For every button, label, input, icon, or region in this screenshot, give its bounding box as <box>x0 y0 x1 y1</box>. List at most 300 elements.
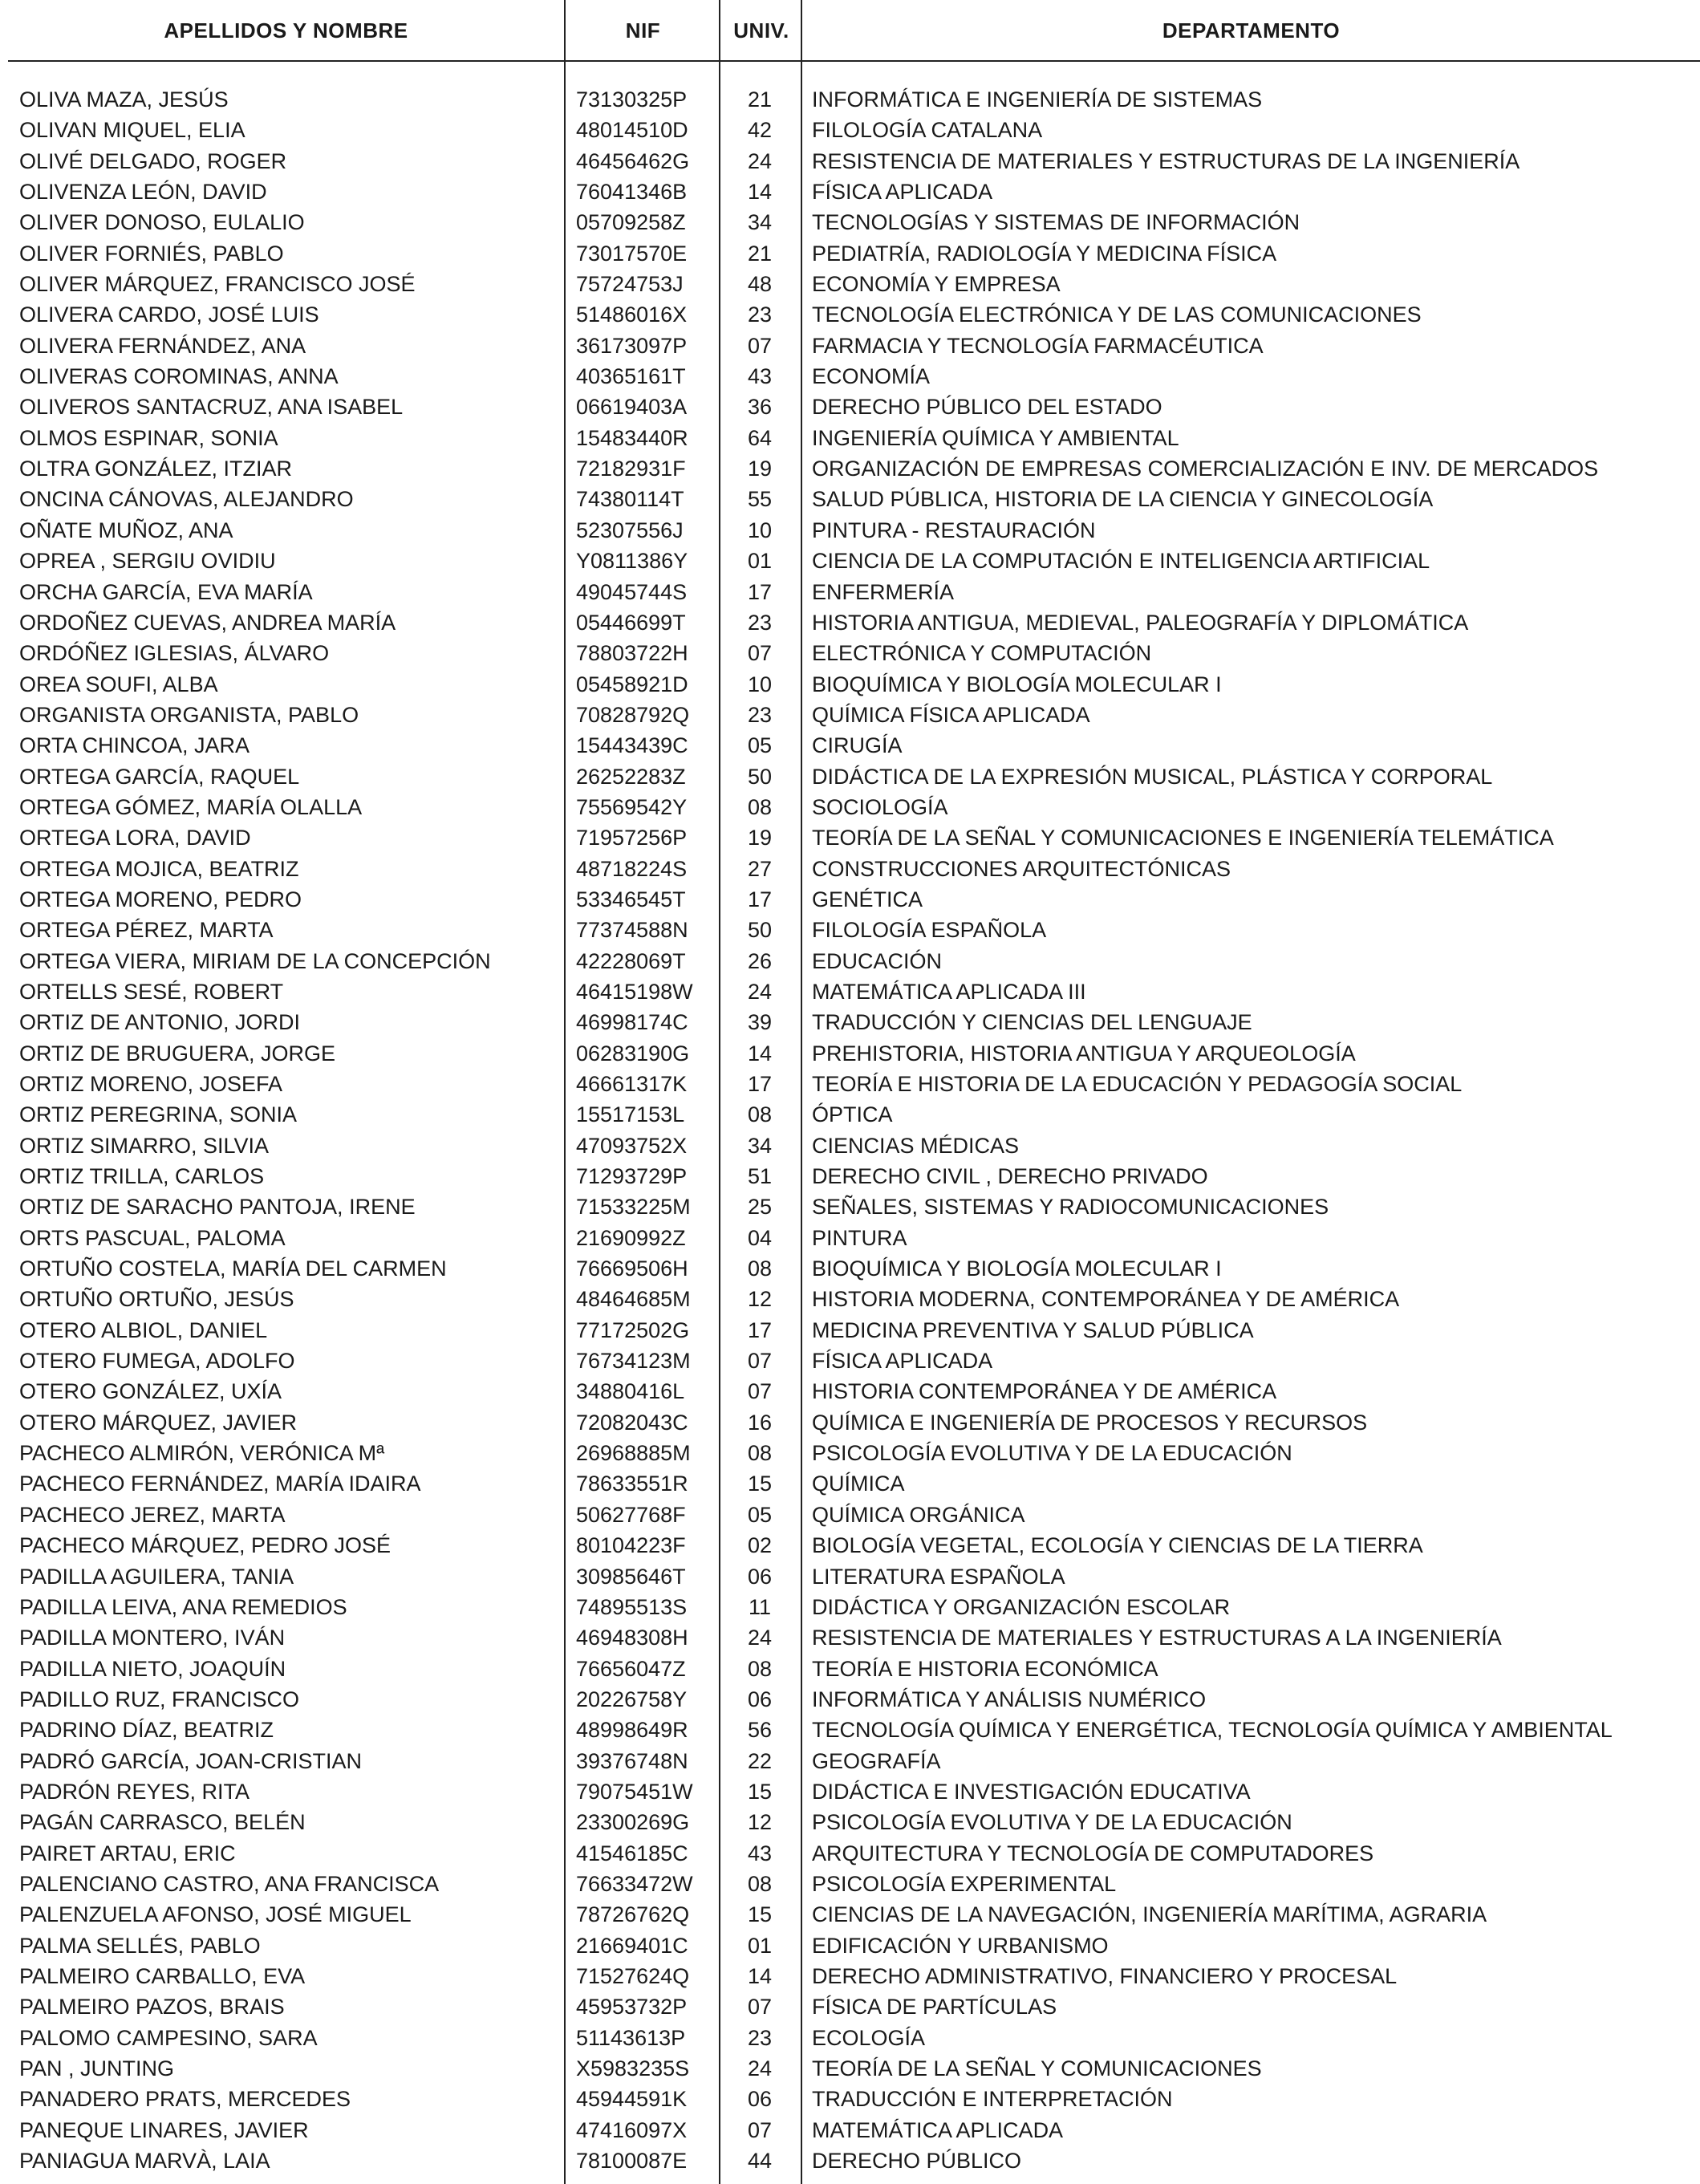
cell-dept: MEDICINA PREVENTIVA Y SALUD PÚBLICA <box>812 1317 1254 1342</box>
cell-univ: 10 <box>747 672 773 696</box>
cell-nif: 47416097X <box>576 2117 688 2142</box>
cell-dept: TEORÍA DE LA SEÑAL Y COMUNICACIONES <box>812 2056 1262 2080</box>
cell-dept: PINTURA <box>812 1225 907 1250</box>
cell-name: PADILLA MONTERO, IVÁN <box>19 1626 286 1650</box>
cell-nif: 74895513S <box>576 1594 688 1619</box>
cell-univ: 39 <box>747 1010 773 1035</box>
cell-dept: PREHISTORIA, HISTORIA ANTIGUA Y ARQUEOLOGÍA <box>812 1041 1356 1066</box>
cell-nif: 77172502G <box>576 1317 690 1342</box>
cell-name: PALMA SELLÉS, PABLO <box>19 1933 261 1958</box>
cell-univ: 10 <box>747 518 773 542</box>
cell-name: OTERO MÁRQUEZ, JAVIER <box>19 1410 298 1435</box>
table-row <box>0 730 1700 761</box>
table-row <box>0 1715 1700 1745</box>
cell-nif: 05446699T <box>576 610 686 635</box>
cell-name: PALMEIRO PAZOS, BRAIS <box>19 1995 285 2020</box>
cell-univ: 17 <box>747 1072 773 1096</box>
cell-dept: DERECHO PÚBLICO <box>812 2149 1022 2174</box>
cell-dept: DIDÁCTICA E INVESTIGACIÓN EDUCATIVA <box>812 1779 1251 1804</box>
cell-dept: TECNOLOGÍAS Y SISTEMAS DE INFORMACIÓN <box>812 210 1300 235</box>
cell-univ: 23 <box>747 610 773 635</box>
cell-univ: 14 <box>747 180 773 205</box>
cell-dept: INFORMÁTICA Y ANÁLISIS NUMÉRICO <box>812 1687 1207 1711</box>
cell-name: ORTELLS SESÉ, ROBERT <box>19 979 284 1004</box>
table-row <box>0 1622 1700 1653</box>
cell-nif: 45953732P <box>576 1995 688 2020</box>
cell-nif: 46998174C <box>576 1010 688 1035</box>
cell-name: PADRINO DÍAZ, BEATRIZ <box>19 1718 274 1743</box>
cell-dept: DERECHO ADMINISTRATIVO, FINANCIERO Y PROCESAL <box>812 1963 1398 1988</box>
cell-dept: FÍSICA APLICADA <box>812 180 993 205</box>
cell-name: ORTEGA MORENO, PEDRO <box>19 887 302 911</box>
table-row <box>0 546 1700 576</box>
cell-name: ORTEGA LORA, DAVID <box>19 826 251 850</box>
cell-name: PACHECO FERNÁNDEZ, MARÍA IDAIRA <box>19 1472 421 1496</box>
header-dept: DEPARTAMENTO <box>1162 18 1341 43</box>
cell-dept: FÍSICA APLICADA <box>812 1349 993 1374</box>
cell-dept: TEORÍA DE LA SEÑAL Y COMUNICACIONES E INGENIERÍA TELEMÁTICA <box>812 826 1554 850</box>
cell-univ: 26 <box>747 948 773 973</box>
cell-univ: 07 <box>747 1379 773 1404</box>
cell-name: PANIAGUA MARVÀ, LAIA <box>19 2149 270 2174</box>
cell-name: ORGANISTA ORGANISTA, PABLO <box>19 702 359 727</box>
cell-univ: 50 <box>747 764 773 789</box>
cell-name: OLIVERA CARDO, JOSÉ LUIS <box>19 302 319 327</box>
table-row <box>0 207 1700 237</box>
cell-nif: 39376748N <box>576 1748 688 1773</box>
cell-name: ORTIZ SIMARRO, SILVIA <box>19 1133 270 1158</box>
cell-name: PACHECO ALMIRÓN, VERÓNICA Mª <box>19 1441 385 1466</box>
cell-univ: 16 <box>747 1410 773 1435</box>
cell-nif: 34880416L <box>576 1379 685 1404</box>
cell-nif: 53346545T <box>576 887 686 911</box>
cell-name: OÑATE MUÑOZ, ANA <box>19 518 233 542</box>
table-row <box>0 976 1700 1007</box>
cell-univ: 14 <box>747 1041 773 1066</box>
table-row <box>0 577 1700 607</box>
cell-dept: TRADUCCIÓN Y CIENCIAS DEL LENGUAJE <box>812 1010 1252 1035</box>
table-row <box>0 1161 1700 1191</box>
cell-nif: 15483440R <box>576 425 688 450</box>
cell-name: ORTEGA PÉREZ, MARTA <box>19 918 274 943</box>
cell-dept: FARMACIA Y TECNOLOGÍA FARMACÉUTICA <box>812 333 1264 358</box>
cell-nif: 75569542Y <box>576 794 688 819</box>
cell-univ: 34 <box>747 1133 773 1158</box>
table-row <box>0 515 1700 546</box>
table-row <box>0 1500 1700 1530</box>
cell-name: OLIVERAS COROMINAS, ANNA <box>19 364 339 389</box>
cell-dept: DERECHO CIVIL , DERECHO PRIVADO <box>812 1164 1208 1189</box>
table-row <box>0 2115 1700 2145</box>
cell-dept: SEÑALES, SISTEMAS Y RADIOCOMUNICACIONES <box>812 1195 1329 1220</box>
cell-dept: QUÍMICA <box>812 1472 905 1496</box>
cell-dept: GEOGRAFÍA <box>812 1748 941 1773</box>
table-row <box>0 607 1700 638</box>
cell-nif: 73017570E <box>576 241 688 266</box>
cell-name: PAIRET ARTAU, ERIC <box>19 1841 236 1865</box>
cell-univ: 24 <box>747 2056 773 2080</box>
cell-dept: LITERATURA ESPAÑOLA <box>812 1564 1065 1589</box>
cell-dept: ARQUITECTURA Y TECNOLOGÍA DE COMPUTADORES <box>812 1841 1374 1865</box>
cell-name: OLTRA GONZÁLEZ, ITZIAR <box>19 457 293 481</box>
cell-nif: 71293729P <box>576 1164 688 1189</box>
cell-nif: 45944591K <box>576 2087 688 2112</box>
cell-name: PALMEIRO CARBALLO, EVA <box>19 1963 306 1988</box>
cell-name: PANADERO PRATS, MERCEDES <box>19 2087 351 2112</box>
cell-name: PANEQUE LINARES, JAVIER <box>19 2117 309 2142</box>
cell-dept: ÓPTICA <box>812 1102 893 1127</box>
cell-univ: 21 <box>747 241 773 266</box>
cell-name: OPREA , SERGIU OVIDIU <box>19 549 276 574</box>
cell-name: OLIVER MÁRQUEZ, FRANCISCO JOSÉ <box>19 272 416 297</box>
table-row <box>0 1038 1700 1069</box>
cell-nif: 52307556J <box>576 518 684 542</box>
cell-univ: 08 <box>747 1871 773 1896</box>
cell-univ: 23 <box>747 302 773 327</box>
cell-dept: CONSTRUCCIONES ARQUITECTÓNICAS <box>812 856 1231 881</box>
cell-nif: 79075451W <box>576 1779 693 1804</box>
cell-univ: 07 <box>747 2117 773 2142</box>
cell-dept: FILOLOGÍA CATALANA <box>812 118 1043 143</box>
cell-name: PALENZUELA AFONSO, JOSÉ MIGUEL <box>19 1902 412 1927</box>
cell-name: PADRÓ GARCÍA, JOAN-CRISTIAN <box>19 1748 363 1773</box>
cell-univ: 05 <box>747 1502 773 1527</box>
cell-name: PADILLA NIETO, JOAQUÍN <box>19 1656 286 1681</box>
cell-dept: CIENCIAS DE LA NAVEGACIÓN, INGENIERÍA MARÍTIMA, AGRARIA <box>812 1902 1487 1927</box>
cell-univ: 08 <box>747 1656 773 1681</box>
cell-nif: 48718224S <box>576 856 688 881</box>
cell-name: ORTEGA GARCÍA, RAQUEL <box>19 764 300 789</box>
cell-nif: 21669401C <box>576 1933 688 1958</box>
table-row <box>0 1746 1700 1776</box>
cell-name: OTERO FUMEGA, ADOLFO <box>19 1349 295 1374</box>
table-row <box>0 1930 1700 1961</box>
cell-univ: 06 <box>747 1564 773 1589</box>
table-row <box>0 638 1700 668</box>
cell-nif: 26252283Z <box>576 764 686 789</box>
table-row <box>0 484 1700 514</box>
cell-univ: 15 <box>747 1779 773 1804</box>
table-row <box>0 1684 1700 1715</box>
cell-dept: MATEMÁTICA APLICADA III <box>812 979 1086 1004</box>
table-row <box>0 1069 1700 1099</box>
table-row <box>0 177 1700 207</box>
cell-dept: HISTORIA CONTEMPORÁNEA Y DE AMÉRICA <box>812 1379 1277 1404</box>
cell-dept: RESISTENCIA DE MATERIALES Y ESTRUCTURAS DE LA INGENIERÍA <box>812 148 1520 173</box>
table-row <box>0 2023 1700 2053</box>
cell-univ: 21 <box>747 87 773 112</box>
cell-dept: TRADUCCIÓN E INTERPRETACIÓN <box>812 2087 1173 2112</box>
cell-univ: 23 <box>747 2025 773 2050</box>
table-row <box>0 1530 1700 1561</box>
table-row <box>0 146 1700 177</box>
cell-name: PALOMO CAMPESINO, SARA <box>19 2025 318 2050</box>
table-row <box>0 299 1700 330</box>
cell-dept: INFORMÁTICA E INGENIERÍA DE SISTEMAS <box>812 87 1263 112</box>
cell-nif: 76669506H <box>576 1256 688 1281</box>
cell-name: OTERO GONZÁLEZ, UXÍA <box>19 1379 282 1404</box>
cell-nif: 48014510D <box>576 118 688 143</box>
cell-name: PAGÁN CARRASCO, BELÉN <box>19 1810 306 1835</box>
table-row <box>0 1899 1700 1930</box>
cell-dept: DERECHO PÚBLICO DEL ESTADO <box>812 395 1162 420</box>
cell-nif: 26968885M <box>576 1441 691 1466</box>
table-row <box>0 700 1700 730</box>
cell-name: ORDÓÑEZ IGLESIAS, ÁLVARO <box>19 641 330 666</box>
cell-univ: 23 <box>747 702 773 727</box>
cell-dept: TECNOLOGÍA ELECTRÓNICA Y DE LAS COMUNICACIONES <box>812 302 1422 327</box>
cell-univ: 17 <box>747 887 773 911</box>
cell-nif: 41546185C <box>576 1841 688 1865</box>
cell-name: ONCINA CÁNOVAS, ALEJANDRO <box>19 487 354 512</box>
cell-nif: Y0811386Y <box>576 549 688 574</box>
cell-univ: 24 <box>747 1626 773 1650</box>
cell-univ: 24 <box>747 148 773 173</box>
cell-univ: 51 <box>747 1164 773 1189</box>
cell-name: ORTUÑO COSTELA, MARÍA DEL CARMEN <box>19 1256 447 1281</box>
cell-univ: 34 <box>747 210 773 235</box>
cell-univ: 50 <box>747 918 773 943</box>
cell-name: ORTIZ PEREGRINA, SONIA <box>19 1102 298 1127</box>
cell-dept: FILOLOGÍA ESPAÑOLA <box>812 918 1047 943</box>
cell-nif: 78726762Q <box>576 1902 690 1927</box>
cell-dept: TEORÍA E HISTORIA DE LA EDUCACIÓN Y PEDAGOGÍA SOCIAL <box>812 1072 1463 1096</box>
table-row <box>0 1131 1700 1161</box>
table-row <box>0 238 1700 269</box>
table-row <box>0 1284 1700 1314</box>
cell-univ: 06 <box>747 1687 773 1711</box>
cell-univ: 15 <box>747 1902 773 1927</box>
table-row <box>0 854 1700 884</box>
cell-dept: ENFERMERÍA <box>812 579 955 604</box>
cell-univ: 01 <box>747 1933 773 1958</box>
cell-nif: 48464685M <box>576 1287 691 1312</box>
cell-dept: EDIFICACIÓN Y URBANISMO <box>812 1933 1109 1958</box>
cell-dept: GENÉTICA <box>812 887 923 911</box>
table-row <box>0 1315 1700 1346</box>
table-row <box>0 2145 1700 2176</box>
cell-univ: 05 <box>747 733 773 758</box>
cell-dept: RESISTENCIA DE MATERIALES Y ESTRUCTURAS A LA INGENIERÍA <box>812 1626 1502 1650</box>
table-row <box>0 1191 1700 1222</box>
cell-dept: ECOLOGÍA <box>812 2025 926 2050</box>
cell-univ: 24 <box>747 979 773 1004</box>
cell-nif: 76656047Z <box>576 1656 686 1681</box>
table-row <box>0 792 1700 822</box>
cell-nif: 51486016X <box>576 302 688 327</box>
table-header <box>8 0 1700 62</box>
cell-name: OLMOS ESPINAR, SONIA <box>19 425 278 450</box>
cell-nif: 50627768F <box>576 1502 686 1527</box>
cell-univ: 43 <box>747 364 773 389</box>
cell-dept: BIOQUÍMICA Y BIOLOGÍA MOLECULAR I <box>812 1256 1222 1281</box>
cell-univ: 08 <box>747 1102 773 1127</box>
cell-name: PAN , JUNTING <box>19 2056 175 2080</box>
cell-univ: 17 <box>747 579 773 604</box>
cell-univ: 11 <box>748 1594 772 1619</box>
cell-univ: 07 <box>747 1349 773 1374</box>
cell-name: ORTEGA GÓMEZ, MARÍA OLALLA <box>19 794 363 819</box>
cell-dept: ORGANIZACIÓN DE EMPRESAS COMERCIALIZACIÓN E INV. DE MERCADOS <box>812 457 1599 481</box>
cell-dept: MATEMÁTICA APLICADA <box>812 2117 1064 2142</box>
cell-univ: 44 <box>747 2149 773 2174</box>
cell-dept: ECONOMÍA <box>812 364 931 389</box>
cell-name: OLIVERA FERNÁNDEZ, ANA <box>19 333 306 358</box>
cell-univ: 04 <box>747 1225 773 1250</box>
table-row <box>0 392 1700 422</box>
cell-univ: 08 <box>747 1441 773 1466</box>
header-univ: UNIV. <box>733 18 789 43</box>
cell-nif: 78100087E <box>576 2149 688 2174</box>
cell-dept: PEDIATRÍA, RADIOLOGÍA Y MEDICINA FÍSICA <box>812 241 1277 266</box>
cell-nif: 15443439C <box>576 733 688 758</box>
cell-nif: 74380114T <box>576 487 684 512</box>
cell-univ: 07 <box>747 1995 773 2020</box>
cell-dept: DIDÁCTICA Y ORGANIZACIÓN ESCOLAR <box>812 1594 1231 1619</box>
cell-nif: 47093752X <box>576 1133 688 1158</box>
cell-univ: 08 <box>747 794 773 819</box>
cell-name: OLIVER DONOSO, EULALIO <box>19 210 305 235</box>
cell-dept: QUÍMICA FÍSICA APLICADA <box>812 702 1090 727</box>
cell-nif: 05458921D <box>576 672 688 696</box>
cell-nif: 21690992Z <box>576 1225 686 1250</box>
cell-name: ORTEGA VIERA, MIRIAM DE LA CONCEPCIÓN <box>19 948 491 973</box>
cell-univ: 56 <box>747 1718 773 1743</box>
table-row <box>0 453 1700 484</box>
cell-nif: 78633551R <box>576 1472 688 1496</box>
cell-univ: 36 <box>747 395 773 420</box>
cell-nif: 42228069T <box>576 948 686 973</box>
cell-nif: 77374588N <box>576 918 688 943</box>
cell-nif: 75724753J <box>576 272 684 297</box>
cell-nif: 20226758Y <box>576 1687 688 1711</box>
cell-dept: PINTURA - RESTAURACIÓN <box>812 518 1096 542</box>
cell-name: ORTIZ DE BRUGUERA, JORGE <box>19 1041 336 1066</box>
cell-dept: CIENCIA DE LA COMPUTACIÓN E INTELIGENCIA ARTIFICIAL <box>812 549 1430 574</box>
cell-dept: HISTORIA ANTIGUA, MEDIEVAL, PALEOGRAFÍA Y DIPLOMÁTICA <box>812 610 1469 635</box>
cell-univ: 43 <box>747 1841 773 1865</box>
table-row <box>0 1838 1700 1869</box>
cell-name: OLIVAN MIQUEL, ELIA <box>19 118 245 143</box>
cell-univ: 08 <box>747 1256 773 1281</box>
table-row <box>0 946 1700 976</box>
header-nif: NIF <box>625 18 661 43</box>
table-row <box>0 2084 1700 2114</box>
cell-nif: 05709258Z <box>576 210 686 235</box>
table-row <box>0 1654 1700 1684</box>
cell-nif: 72082043C <box>576 1410 688 1435</box>
table-row <box>0 361 1700 392</box>
cell-univ: 02 <box>747 1533 773 1558</box>
cell-nif: 40365161T <box>576 364 686 389</box>
table-row <box>0 1592 1700 1622</box>
cell-name: OLIVENZA LEÓN, DAVID <box>19 180 267 205</box>
cell-dept: SALUD PÚBLICA, HISTORIA DE LA CIENCIA Y GINECOLOGÍA <box>812 487 1434 512</box>
table-row <box>0 1099 1700 1130</box>
cell-univ: 12 <box>747 1810 773 1835</box>
cell-univ: 55 <box>747 487 773 512</box>
cell-name: ORTUÑO ORTUÑO, JESÚS <box>19 1287 294 1312</box>
cell-dept: BIOQUÍMICA Y BIOLOGÍA MOLECULAR I <box>812 672 1222 696</box>
cell-nif: 49045744S <box>576 579 688 604</box>
cell-univ: 07 <box>747 333 773 358</box>
cell-dept: EDUCACIÓN <box>812 948 943 973</box>
table-row <box>0 84 1700 115</box>
cell-univ: 19 <box>747 457 773 481</box>
cell-dept: CIRUGÍA <box>812 733 903 758</box>
table-row <box>0 1807 1700 1837</box>
cell-univ: 22 <box>747 1748 773 1773</box>
cell-dept: TEORÍA E HISTORIA ECONÓMICA <box>812 1656 1158 1681</box>
table-row <box>0 669 1700 700</box>
cell-nif: 46948308H <box>576 1626 688 1650</box>
cell-name: PACHECO MÁRQUEZ, PEDRO JOSÉ <box>19 1533 392 1558</box>
cell-dept: BIOLOGÍA VEGETAL, ECOLOGÍA Y CIENCIAS DE LA TIERRA <box>812 1533 1423 1558</box>
table-row <box>0 1438 1700 1468</box>
cell-nif: 76734123M <box>576 1349 691 1374</box>
cell-nif: 51143613P <box>576 2025 686 2050</box>
table-row <box>0 1961 1700 1991</box>
cell-name: ORTEGA MOJICA, BEATRIZ <box>19 856 299 881</box>
table-row <box>0 1561 1700 1592</box>
table-row <box>0 1776 1700 1807</box>
cell-dept: CIENCIAS MÉDICAS <box>812 1133 1020 1158</box>
cell-name: ORTA CHINCOA, JARA <box>19 733 250 758</box>
cell-name: PADILLA AGUILERA, TANIA <box>19 1564 294 1589</box>
cell-dept: PSICOLOGÍA EVOLUTIVA Y DE LA EDUCACIÓN <box>812 1810 1292 1835</box>
cell-name: OLIVÉ DELGADO, ROGER <box>19 148 287 173</box>
cell-nif: X5983235S <box>576 2056 690 2080</box>
cell-nif: 36173097P <box>576 333 688 358</box>
cell-dept: INGENIERÍA QUÍMICA Y AMBIENTAL <box>812 425 1179 450</box>
cell-nif: 80104223F <box>576 1533 686 1558</box>
cell-univ: 15 <box>747 1472 773 1496</box>
cell-name: ORTIZ DE ANTONIO, JORDI <box>19 1010 301 1035</box>
cell-nif: 06283190G <box>576 1041 690 1066</box>
cell-nif: 76041346B <box>576 180 688 205</box>
cell-nif: 46415198W <box>576 979 693 1004</box>
cell-dept: ELECTRÓNICA Y COMPUTACIÓN <box>812 641 1152 666</box>
table-row <box>0 1223 1700 1253</box>
table-row <box>0 423 1700 453</box>
cell-name: OLIVER FORNIÉS, PABLO <box>19 241 284 266</box>
cell-name: ORTIZ TRILLA, CARLOS <box>19 1164 265 1189</box>
cell-nif: 71957256P <box>576 826 688 850</box>
cell-univ: 17 <box>747 1317 773 1342</box>
table-row <box>0 884 1700 915</box>
cell-univ: 25 <box>747 1195 773 1220</box>
table-row <box>0 1407 1700 1438</box>
table-row <box>0 1253 1700 1284</box>
cell-dept: HISTORIA MODERNA, CONTEMPORÁNEA Y DE AMÉRICA <box>812 1287 1400 1312</box>
table-row <box>0 115 1700 145</box>
cell-univ: 06 <box>747 2087 773 2112</box>
cell-name: ORTIZ MORENO, JOSEFA <box>19 1072 283 1096</box>
cell-dept: PSICOLOGÍA EVOLUTIVA Y DE LA EDUCACIÓN <box>812 1441 1292 1466</box>
cell-name: OLIVEROS SANTACRUZ, ANA ISABEL <box>19 395 404 420</box>
cell-univ: 19 <box>747 826 773 850</box>
cell-univ: 01 <box>747 549 773 574</box>
table-row <box>0 1468 1700 1499</box>
cell-nif: 06619403A <box>576 395 688 420</box>
cell-dept: DIDÁCTICA DE LA EXPRESIÓN MUSICAL, PLÁSTICA Y CORPORAL <box>812 764 1493 789</box>
cell-univ: 14 <box>747 1963 773 1988</box>
cell-nif: 78803722H <box>576 641 688 666</box>
cell-univ: 12 <box>747 1287 773 1312</box>
cell-name: ORCHA GARCÍA, EVA MARÍA <box>19 579 313 604</box>
cell-name: PADRÓN REYES, RITA <box>19 1779 250 1804</box>
cell-univ: 64 <box>747 425 773 450</box>
